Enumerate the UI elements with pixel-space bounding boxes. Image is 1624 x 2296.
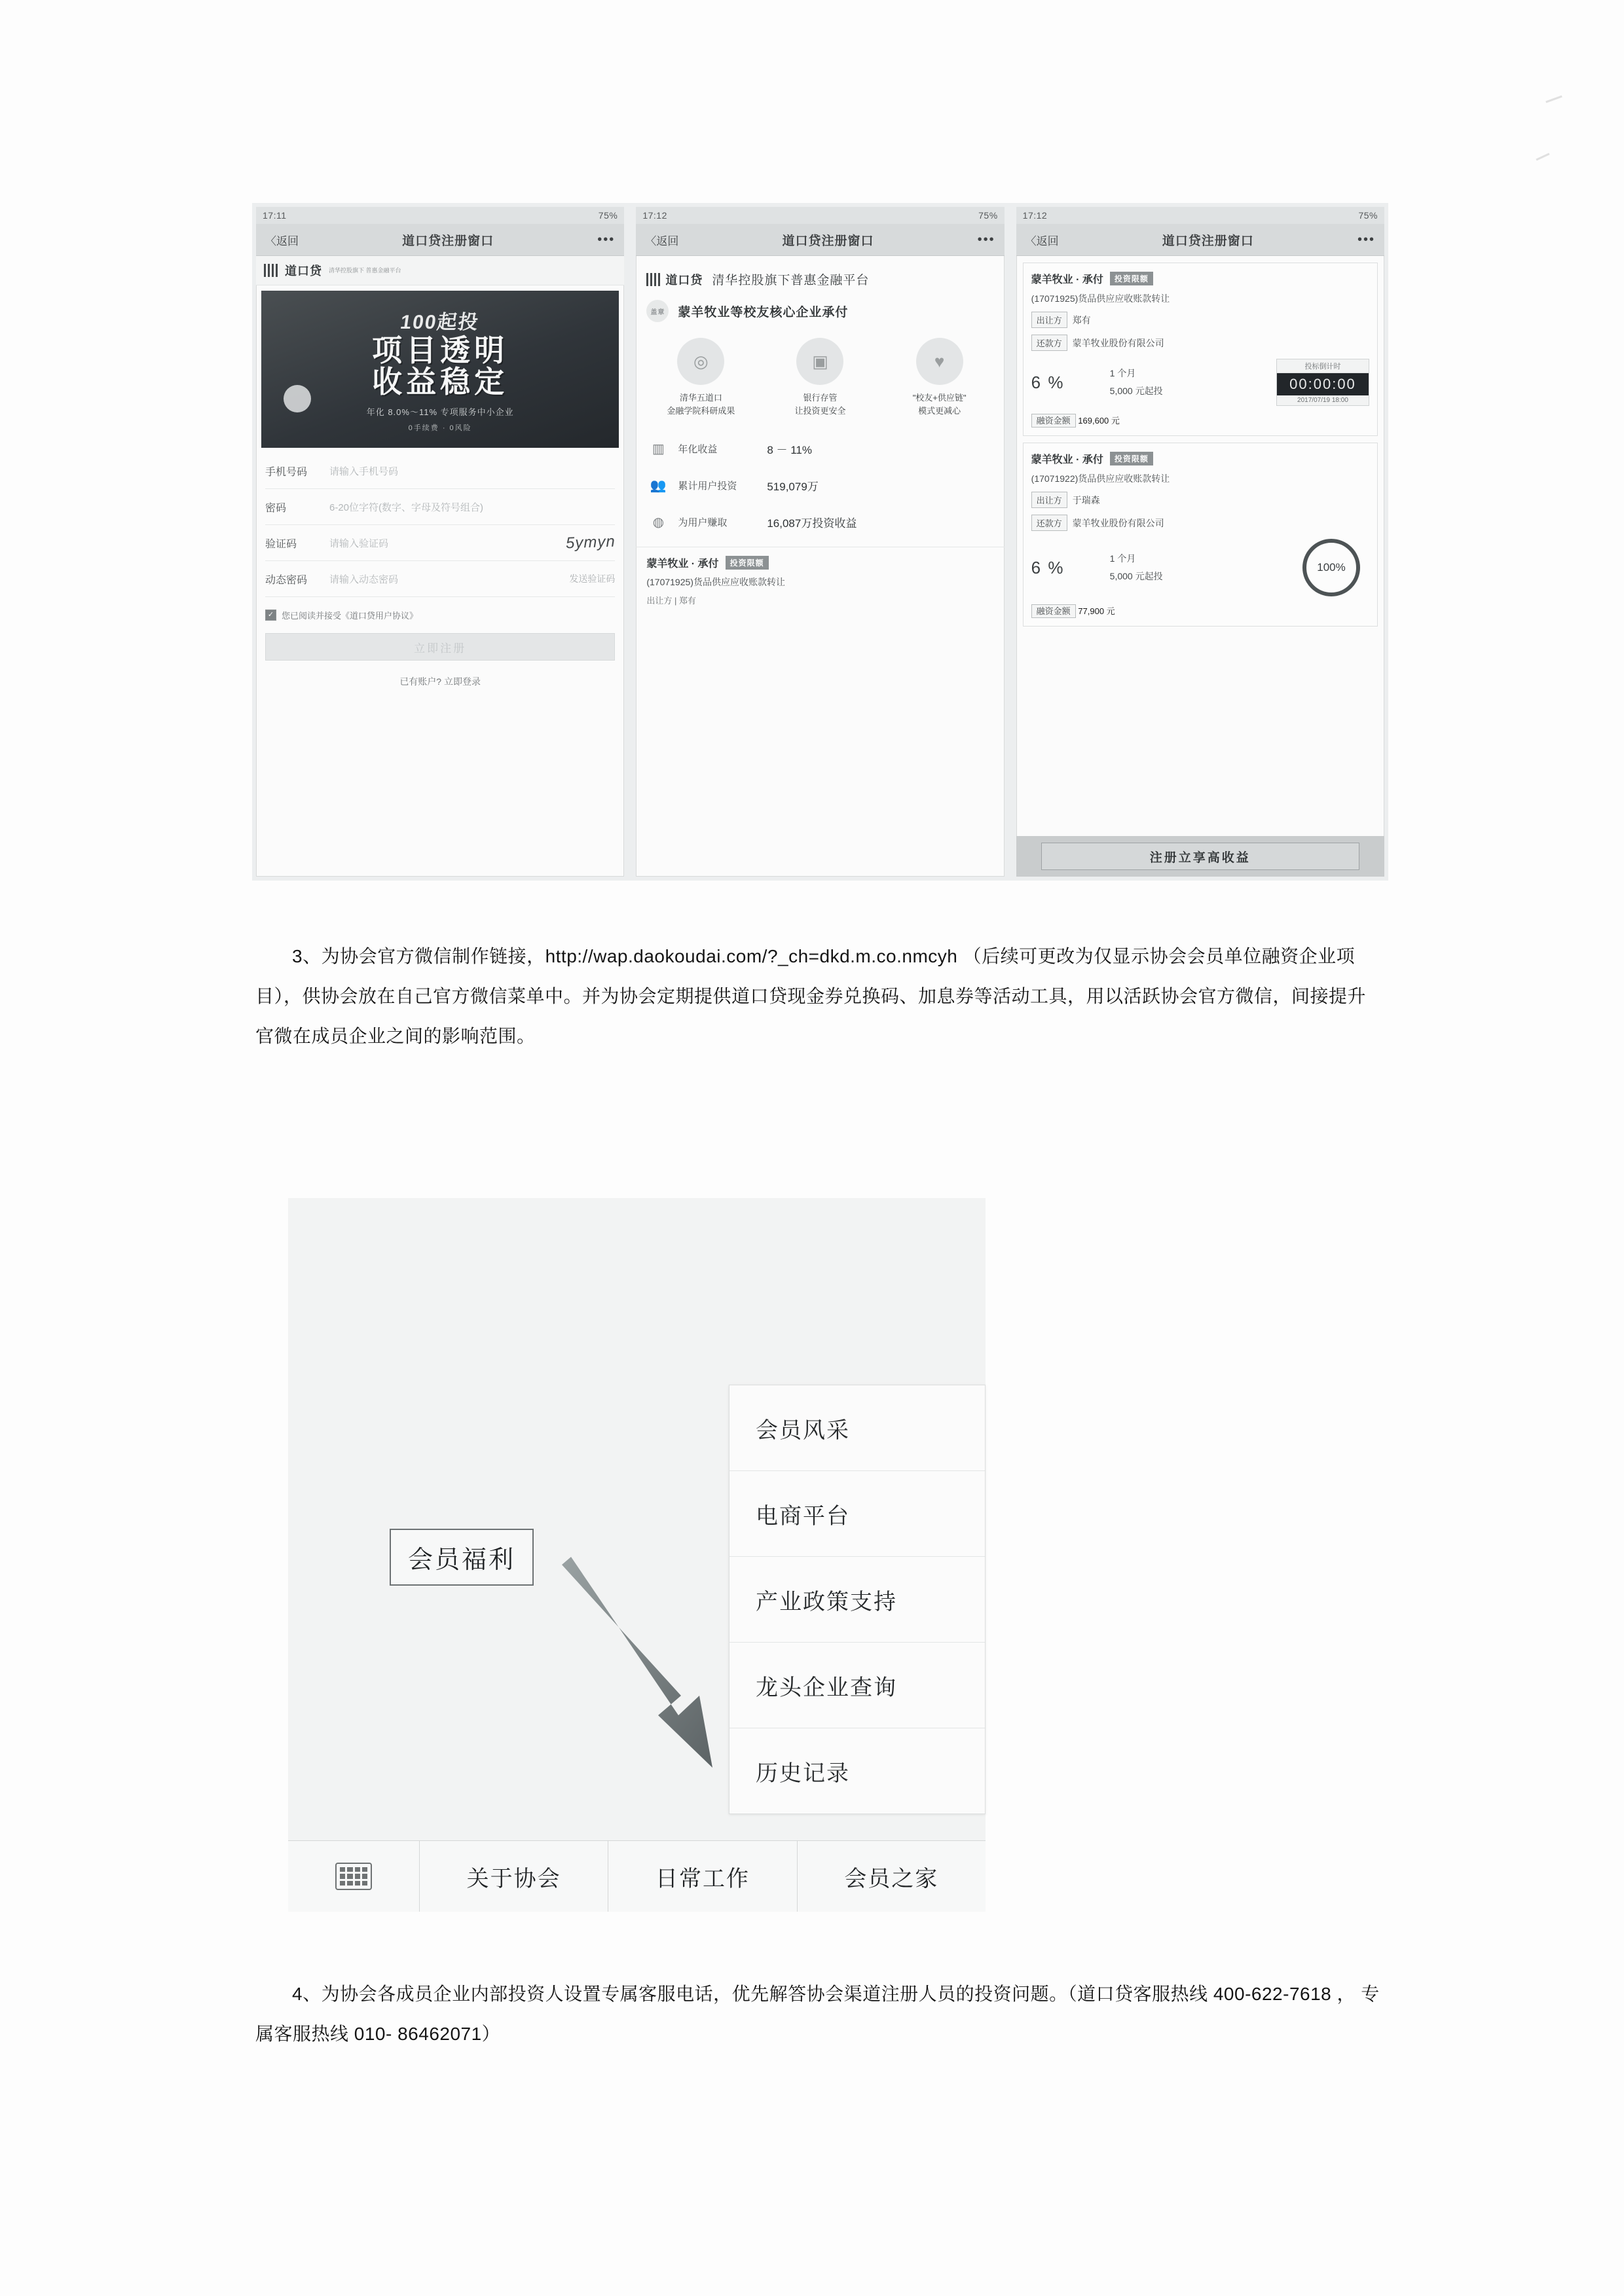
menu-item-leading-enterprise-query[interactable]: 龙头企业查询 xyxy=(729,1643,985,1728)
screenshot-strip xyxy=(252,203,1388,881)
feature-item xyxy=(641,338,760,417)
chart-icon: ▥ xyxy=(652,442,665,456)
offer-terms xyxy=(1110,550,1302,585)
offer-card-body xyxy=(1031,359,1369,406)
promo-banner xyxy=(261,291,619,448)
offer-card-head xyxy=(1031,451,1369,466)
phone-screenshot-offer-list xyxy=(1016,207,1384,877)
sms-code-field-label: 动态密码 xyxy=(265,574,308,586)
feature-line2: 让投资更安全 xyxy=(794,405,846,416)
password-field-label: 密码 xyxy=(265,502,287,514)
keyboard-toggle[interactable] xyxy=(288,1841,420,1912)
phone-field-label: 手机号码 xyxy=(265,466,308,478)
send-code-button[interactable]: 发送验证码 xyxy=(569,574,616,584)
back-button[interactable]: 〈返回 xyxy=(645,234,679,247)
mascot-icon xyxy=(284,385,311,412)
timer-value: 00:00:00 xyxy=(1277,373,1369,395)
captcha-field-placeholder: 请输入验证码 xyxy=(329,538,389,549)
sms-code-field[interactable] xyxy=(265,561,615,597)
stat-value: 16,087万投资收益 xyxy=(767,517,857,530)
status-time: 17:11 xyxy=(263,210,287,221)
amount-value: 77,900 元 xyxy=(1078,606,1115,616)
nav-bar xyxy=(256,224,624,256)
offer-min: 5,000 元起投 xyxy=(1109,386,1163,396)
seller-value: 郑有 xyxy=(1072,314,1091,325)
stat-row xyxy=(649,503,991,540)
stat-row xyxy=(649,467,991,503)
menu-item-industry-policy[interactable]: 产业政策支持 xyxy=(729,1557,985,1643)
captcha-field[interactable] xyxy=(265,525,615,561)
payer-tag: 还款方 xyxy=(1031,515,1067,531)
banner-top-text: 100起投 xyxy=(399,311,481,333)
offer-term: 1 个月 xyxy=(1109,368,1136,379)
page-title: 道口贷注册窗口 xyxy=(1162,234,1254,248)
shield-icon: ◎ xyxy=(677,338,724,385)
status-time: 17:12 xyxy=(1022,210,1048,221)
menu-item-member-profile[interactable]: 会员风采 xyxy=(729,1385,985,1471)
stat-value: 8 － 11% xyxy=(767,443,812,456)
offer-term: 1 个月 xyxy=(1109,553,1136,564)
payer-value: 蒙羊牧业股份有限公司 xyxy=(1072,337,1164,348)
phone-field-placeholder: 请输入手机号码 xyxy=(329,465,399,477)
stat-label: 年化收益 xyxy=(678,443,718,455)
paragraph-3: 3、为协会官方微信制作链接，http://wap.daokoudai.com/?_ch=dkd.m.co.nmcyh （后续可更改为仅显示协会会员单位融资企业项目），供协会放在自己官方微信菜单中。并为协会定期提供道口贷现金券兑换码、加息券等活动工具，用以活跃协会官方微信，间接提升官微在成员企业之间的影响范围。 xyxy=(255,946,1367,1046)
offer-badge: 投资限额 xyxy=(1110,272,1153,285)
stat-row xyxy=(649,430,991,467)
status-bar xyxy=(636,207,1004,224)
back-button[interactable]: 〈返回 xyxy=(265,234,299,247)
offer-badge: 投资限额 xyxy=(1110,452,1153,465)
menu-item-ecommerce[interactable]: 电商平台 xyxy=(729,1471,985,1557)
status-bar xyxy=(1016,207,1384,224)
offer-amount-row xyxy=(1031,414,1369,426)
register-button[interactable]: 立即注册 xyxy=(265,633,615,661)
register-cta-bar[interactable] xyxy=(1016,836,1384,877)
offer-id: (17071922)货品供应应收账款转让 xyxy=(1031,473,1170,484)
offer-amount-row xyxy=(1031,604,1369,617)
platform-subline: 蒙羊牧业等校友核心企业承付 xyxy=(678,305,849,319)
offer-title: 蒙羊牧业 · 承付 xyxy=(1031,274,1103,285)
heart-icon: ♥ xyxy=(916,338,963,385)
feature-line2: 金融学院科研成果 xyxy=(667,405,735,416)
offer-seller: 出让方 | 郑有 xyxy=(646,596,696,606)
status-battery: 75% xyxy=(598,210,618,221)
offer-terms xyxy=(1110,365,1276,399)
brand-bar xyxy=(256,256,624,285)
password-field[interactable] xyxy=(265,489,615,525)
keyboard-icon xyxy=(335,1863,372,1890)
status-bar xyxy=(256,207,624,224)
seller-tag: 出让方 xyxy=(1031,312,1067,328)
menu-item-history[interactable]: 历史记录 xyxy=(756,1760,850,1786)
payer-tag: 还款方 xyxy=(1031,335,1067,351)
status-time: 17:12 xyxy=(642,210,667,221)
banner-line2: 收益稳定 xyxy=(372,365,509,399)
stat-label: 为用户赚取 xyxy=(678,517,728,528)
payer-value: 蒙羊牧业股份有限公司 xyxy=(1072,517,1164,528)
platform-headline-row xyxy=(636,256,1004,293)
tab-about-association[interactable]: 关于协会 xyxy=(420,1841,608,1912)
agreement-row[interactable] xyxy=(265,609,615,621)
seller-value: 于瑞森 xyxy=(1072,494,1100,505)
captcha-image[interactable]: 5ymyn xyxy=(565,532,616,553)
stats-list xyxy=(636,424,1004,540)
feature-item xyxy=(880,338,999,417)
offer-head xyxy=(646,555,993,570)
page-title: 道口贷注册窗口 xyxy=(782,234,874,248)
feature-list xyxy=(636,334,1004,424)
password-field-placeholder: 6-20位字符(数字、字母及符号组合) xyxy=(329,501,484,513)
scan-artifact xyxy=(1545,96,1562,103)
offer-seller-row xyxy=(1031,312,1369,328)
seller-tag: 出让方 xyxy=(1031,492,1067,508)
more-icon[interactable]: ••• xyxy=(597,232,616,247)
more-icon[interactable]: ••• xyxy=(977,232,995,247)
countdown-timer xyxy=(1276,359,1369,406)
timer-label: 投标倒计时 xyxy=(1277,359,1369,373)
offer-title: 蒙羊牧业 · 承付 xyxy=(646,558,719,570)
status-battery: 75% xyxy=(1358,210,1378,221)
more-icon[interactable]: ••• xyxy=(1357,232,1375,247)
offer-min: 5,000 元起投 xyxy=(1109,571,1163,581)
users-icon: 👥 xyxy=(650,479,667,493)
tab-daily-work[interactable]: 日常工作 xyxy=(608,1841,797,1912)
wechat-menu-figure xyxy=(288,1198,986,1912)
coin-icon: ◍ xyxy=(652,515,665,530)
daokoudai-logo-icon xyxy=(264,264,278,277)
sms-code-field-placeholder: 请输入动态密码 xyxy=(329,574,399,585)
offer-rate: 6 % xyxy=(1031,372,1065,392)
offer-seller-row xyxy=(1031,492,1369,508)
offer-card-body xyxy=(1031,539,1369,596)
stat-value: 519,079万 xyxy=(767,480,819,493)
offer-rate: 6 % xyxy=(1031,557,1065,577)
offer-title: 蒙羊牧业 · 承付 xyxy=(1031,454,1103,465)
banner-line1: 项目透明 xyxy=(372,333,509,367)
agreement-label: 您已阅读并接受《道口贷用户协议》 xyxy=(282,611,418,621)
amount-tag: 融资金额 xyxy=(1031,604,1076,618)
feature-line1: "校友+供应链" xyxy=(912,393,967,403)
offer-card[interactable] xyxy=(1023,263,1378,436)
stat-label: 累计用户投资 xyxy=(678,480,737,492)
annotation-callout: 会员福利 xyxy=(390,1529,534,1586)
page-title: 道口贷注册窗口 xyxy=(402,234,494,248)
offer-card-head xyxy=(1031,271,1369,286)
offer-payer-row xyxy=(1031,515,1369,531)
bank-icon: ▣ xyxy=(796,338,843,385)
status-battery: 75% xyxy=(978,210,998,221)
feature-line1: 银行存管 xyxy=(803,393,838,403)
brand-subtitle: 清华控股旗下 普惠金融平台 xyxy=(329,266,401,274)
banner-tag: 0手续费 · 0风险 xyxy=(408,424,472,433)
phone-field[interactable] xyxy=(265,453,615,489)
agreement-checkbox[interactable]: ✓ xyxy=(265,610,276,621)
feature-item xyxy=(760,338,879,417)
wechat-tab-bar xyxy=(288,1840,986,1912)
offer-badge: 投资限额 xyxy=(726,556,769,570)
offer-preview[interactable] xyxy=(636,547,1004,614)
phone-screenshot-platform-intro xyxy=(636,207,1004,877)
nav-bar xyxy=(636,224,1004,256)
platform-subline-row xyxy=(636,293,1004,334)
feature-line1: 清华五道口 xyxy=(679,393,722,403)
scan-artifact xyxy=(1536,153,1549,160)
register-cta-button[interactable]: 注册立享高收益 xyxy=(1041,843,1359,870)
brand-name: 道口贷 xyxy=(285,264,322,278)
login-link[interactable]: 已有账户? 立即登录 xyxy=(399,676,481,687)
seal-icon: 盖章 xyxy=(646,300,669,322)
daokoudai-logo-icon xyxy=(646,273,661,286)
amount-value: 169,600 元 xyxy=(1078,416,1120,426)
timer-deadline: 2017/07/19 18:00 xyxy=(1297,397,1348,404)
brand-name: 道口贷 xyxy=(665,273,703,287)
paragraph-4: 4、为协会各成员企业内部投资人设置专属客服电话，优先解答协会渠道注册人员的投资问题。（道口贷客服热线 400-622-7618 ， 专属客服热线 010- 86462071） xyxy=(255,1984,1380,2044)
phone-screenshot-registration xyxy=(256,207,624,877)
amount-tag: 融资金额 xyxy=(1031,414,1076,428)
offer-id: (17071925)货品供应应收账款转让 xyxy=(1031,293,1170,304)
feature-line2: 模式更减心 xyxy=(918,405,961,416)
captcha-field-label: 验证码 xyxy=(265,538,297,550)
back-button[interactable]: 〈返回 xyxy=(1025,234,1059,247)
wechat-submenu-popup xyxy=(729,1385,986,1814)
offer-id: (17071925)货品供应应收账款转让 xyxy=(646,577,785,587)
banner-subtext: 年化 8.0%～11% 专项服务中小企业 xyxy=(366,407,514,418)
offer-card[interactable] xyxy=(1023,443,1378,627)
offer-payer-row xyxy=(1031,335,1369,351)
nav-bar xyxy=(1016,224,1384,256)
tab-member-home[interactable]: 会员之家 xyxy=(844,1866,939,1891)
platform-headline: 清华控股旗下普惠金融平台 xyxy=(712,274,870,287)
progress-ring: 100% xyxy=(1302,539,1360,596)
